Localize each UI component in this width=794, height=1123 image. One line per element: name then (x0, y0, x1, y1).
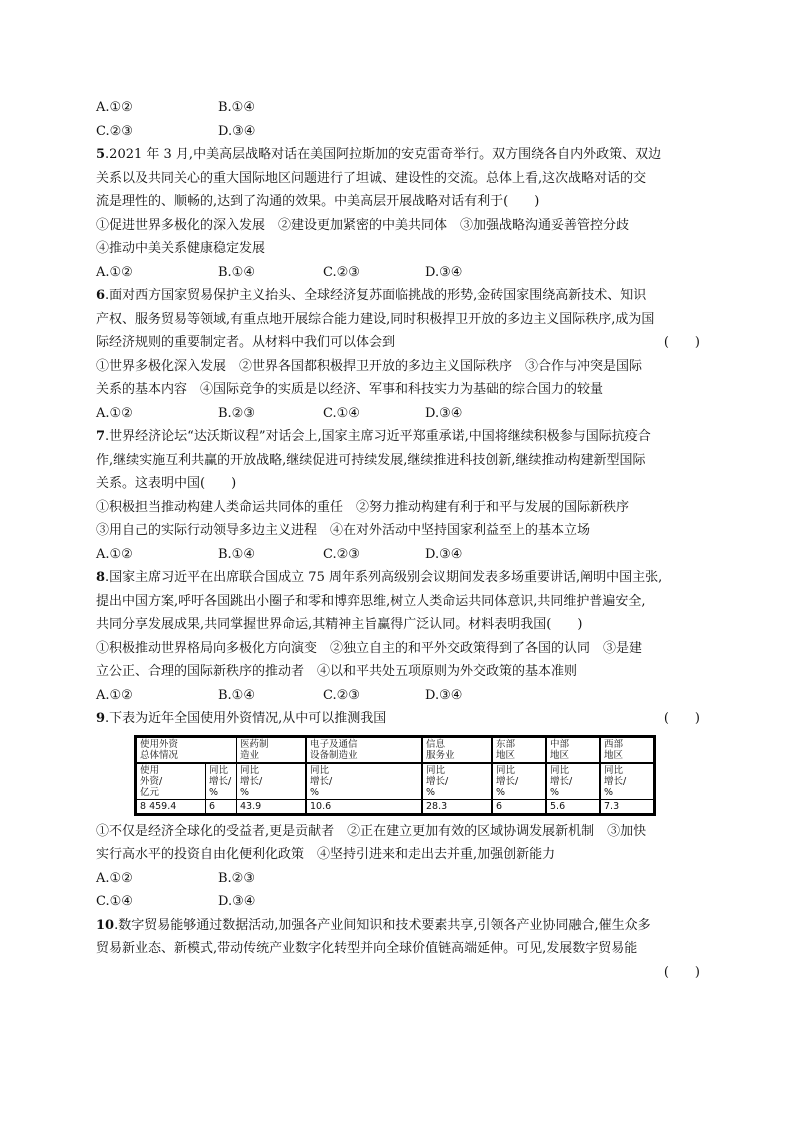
table-header-cell: 信息 服务业 (422, 736, 492, 763)
q4-options-row-1 (96, 96, 700, 120)
exam-page (96, 96, 700, 984)
q9-number: 9 (96, 711, 106, 726)
q7-stem-text-1: .世界经济论坛“达沃斯议程”对话会上,国家主席习近平郑重承诺,中国将继续积极参与国际抗疫合 (105, 429, 651, 444)
q9-table-wrap (134, 735, 656, 816)
table-cell: 10.6 (306, 799, 422, 814)
question-8 (96, 566, 700, 707)
q8-number: 8 (96, 570, 106, 585)
q7-number: 7 (96, 429, 106, 444)
table-subheader-cell: 同比 增长/ % (422, 763, 492, 800)
q5-stem-line-1 (96, 143, 700, 167)
q6-option-a: A.①② (96, 405, 133, 421)
q10-stem-line-1 (96, 914, 700, 938)
q10-stem-line-2: 贸易新业态、新模式,带动传统产业数字化转型并向全球价值链高端延伸。可见,发展数字贸易能 (96, 941, 638, 956)
table-subheader-cell: 同比 增长/ % (492, 763, 546, 800)
q8-stem-line-1 (96, 566, 700, 590)
question-10 (96, 914, 700, 985)
q7-option-c: C.②③ (323, 546, 360, 562)
table-subheader-cell: 同比 增长/ % (306, 763, 422, 800)
q9-stem-text-1: .下表为近年全国使用外资情况,从中可以推测我国 (105, 711, 387, 726)
foreign-investment-table (134, 735, 656, 816)
q6-option-b: B.②③ (218, 405, 255, 421)
table-cell: 8 459.4 (136, 799, 206, 814)
q5-choice-line-1: ①促进世界多极化的深入发展 ②建设更加紧密的中美共同体 ③加强战略沟通妥善管控分歧 (96, 217, 630, 233)
q7-choice-line-1: ①积极担当推动构建人类命运共同体的重任 ②努力推动构建有利于和平与发展的国际新秩序 (96, 499, 630, 515)
q8-options-row (96, 684, 700, 708)
table-header-cell: 电子及通信 设备制造业 (306, 736, 422, 763)
q9-stem-line-1 (96, 707, 700, 731)
table-header-cell: 东部 地区 (492, 736, 546, 763)
q8-choice-line-1: ①积极推动世界格局向多极化方向演变 ②独立自主的和平外交政策得到了各国的认同 ③是建 (96, 640, 643, 656)
q8-option-a: A.①② (96, 687, 133, 703)
q7-option-a: A.①② (96, 546, 133, 562)
q8-choice-line-2: 立公正、合理的国际新秩序的推动者 ④以和平共处五项原则为外交政策的基本准则 (96, 664, 578, 679)
q10-paren-line (96, 961, 700, 985)
q5-option-b: B.①④ (218, 264, 255, 280)
q7-choice-line-2: ③用自己的实际行动领导多边主义进程 ④在对外活动中坚持国家利益至上的基本立场 (96, 523, 591, 538)
q9-choice-line-1: ①不仅是经济全球化的受益者,更是贡献者 ②正在建立更加有效的区域协调发展新机制 ③加快 (96, 823, 647, 839)
q7-stem-line-3: 关系。这表明中国( ) (96, 476, 237, 491)
q5-stem-text-1: .2021 年 3 月,中美高层战略对话在美国阿拉斯加的安克雷奇举行。双方围绕各自内外政策、双边 (105, 147, 662, 162)
q6-option-c: C.①④ (323, 405, 360, 421)
table-cell: 5.6 (546, 799, 600, 814)
table-cell: 6 (206, 799, 237, 814)
q5-option-d: D.③④ (425, 264, 463, 280)
question-7 (96, 425, 700, 566)
q9-option-c: C.①④ (96, 894, 133, 909)
table-subheader-cell: 同比 增长/ % (206, 763, 237, 800)
q6-stem-line-2: 产权、服务贸易等领域,有重点地开展综合能力建设,同时积极捍卫开放的多边主义国际秩序,成为国 (96, 311, 655, 327)
q9-option-a: A.①② (96, 870, 133, 886)
q6-stem-line-1 (96, 284, 700, 308)
q6-stem-text-1: .面对西方国家贸易保护主义抬头、全球经济复苏面临挑战的形势,金砖国家围绕高新技术、知识 (105, 288, 647, 303)
table-subheader-row (136, 763, 655, 800)
table-header-cell: 西部 地区 (600, 736, 655, 763)
q6-number: 6 (96, 288, 106, 303)
table-subheader-cell: 同比 增长/ % (546, 763, 600, 800)
q10-answer-paren: ( ) (663, 964, 700, 980)
q7-stem-line-2: 作,继续实施互利共赢的开放战略,继续促进可持续发展,继续推进科技创新,继续推动构建新型国际 (96, 452, 646, 468)
q8-stem-line-2: 提出中国方案,呼吁各国跳出小圈子和零和博弈思维,树立人类命运共同体意识,共同维护普遍安全, (96, 593, 646, 609)
table-cell: 28.3 (422, 799, 492, 814)
q9-option-b: B.②③ (218, 870, 255, 886)
question-6 (96, 284, 700, 425)
table-header-cell: 中部 地区 (546, 736, 600, 763)
table-subheader-cell: 同比 增长/ % (237, 763, 307, 800)
table-header-row (136, 736, 655, 763)
q7-option-b: B.①④ (218, 546, 255, 562)
q6-stem-text-3: 际经济规则的重要制定者。从材料中我们可以体会到 (96, 335, 396, 350)
question-9 (96, 707, 700, 914)
q8-option-d: D.③④ (425, 687, 463, 703)
table-cell: 7.3 (600, 799, 655, 814)
q4-option-b: B.①④ (218, 100, 255, 115)
table-subheader-cell: 使用 外资/ 亿元 (136, 763, 206, 800)
table-header-cell: 使用外资 总体情况 (136, 736, 237, 763)
q7-option-d: D.③④ (425, 546, 463, 562)
q6-option-d: D.③④ (425, 405, 463, 421)
q9-choice-line-2: 实行高水平的投资自由化便利化政策 ④坚持引进来和走出去并重,加强创新能力 (96, 847, 556, 862)
q8-option-b: B.①④ (218, 687, 255, 703)
question-5 (96, 143, 700, 284)
q8-stem-line-3: 共同分享发展成果,共同掌握世界命运,其精神主旨赢得广泛认同。材料表明我国( ) (96, 617, 583, 632)
q10-number: 10 (96, 917, 115, 933)
q6-choice-line-1: ①世界多极化深入发展 ②世界各国都积极捍卫开放的多边主义国际秩序 ③合作与冲突是国际 (96, 358, 643, 374)
q7-stem-line-1 (96, 425, 700, 449)
q5-stem-line-3: 流是理性的、顺畅的,达到了沟通的效果。中美高层开展战略对话有利于( ) (96, 194, 540, 209)
q5-option-c: C.②③ (323, 264, 360, 280)
table-cell: 43.9 (237, 799, 307, 814)
q5-option-a: A.①② (96, 264, 133, 280)
q5-options-row (96, 261, 700, 285)
q9-options-row-1 (96, 867, 700, 891)
q6-choice-line-2: 关系的基本内容 ④国际竞争的实质是以经济、军事和科技实力为基础的综合国力的较量 (96, 382, 604, 397)
q4-option-d: D.③④ (218, 123, 256, 139)
q5-choice-line-2: ④推动中美关系健康稳定发展 (96, 241, 266, 256)
q6-options-row (96, 402, 700, 426)
q4-option-a: A.①② (96, 100, 133, 115)
q5-number: 5 (96, 147, 106, 162)
q9-options-row-2 (96, 890, 700, 914)
q6-answer-paren: ( ) (663, 335, 700, 350)
q8-option-c: C.②③ (323, 687, 360, 703)
q9-answer-paren: ( ) (663, 711, 700, 726)
q4-options-row-2 (96, 120, 700, 144)
q9-option-d: D.③④ (218, 894, 256, 909)
q7-options-row (96, 543, 700, 567)
q8-stem-text-1: .国家主席习近平在出席联合国成立 75 周年系列高级别会议期间发表多场重要讲话,阐明中国主张, (105, 570, 663, 585)
q4-option-c: C.②③ (96, 123, 133, 139)
table-subheader-cell: 同比 增长/ % (600, 763, 655, 800)
table-cell: 6 (492, 799, 546, 814)
table-header-cell: 医药制 造业 (237, 736, 307, 763)
q5-stem-line-2: 关系以及共同关心的重大国际地区问题进行了坦诚、建设性的交流。总体上看,这次战略对话的交 (96, 170, 647, 186)
q10-stem-text-1: .数字贸易能够通过数据活动,加强各产业间知识和技术要素共享,引领各产业协同融合,催生众多 (114, 917, 651, 933)
table-row (136, 799, 655, 814)
q6-stem-line-3 (96, 331, 700, 355)
